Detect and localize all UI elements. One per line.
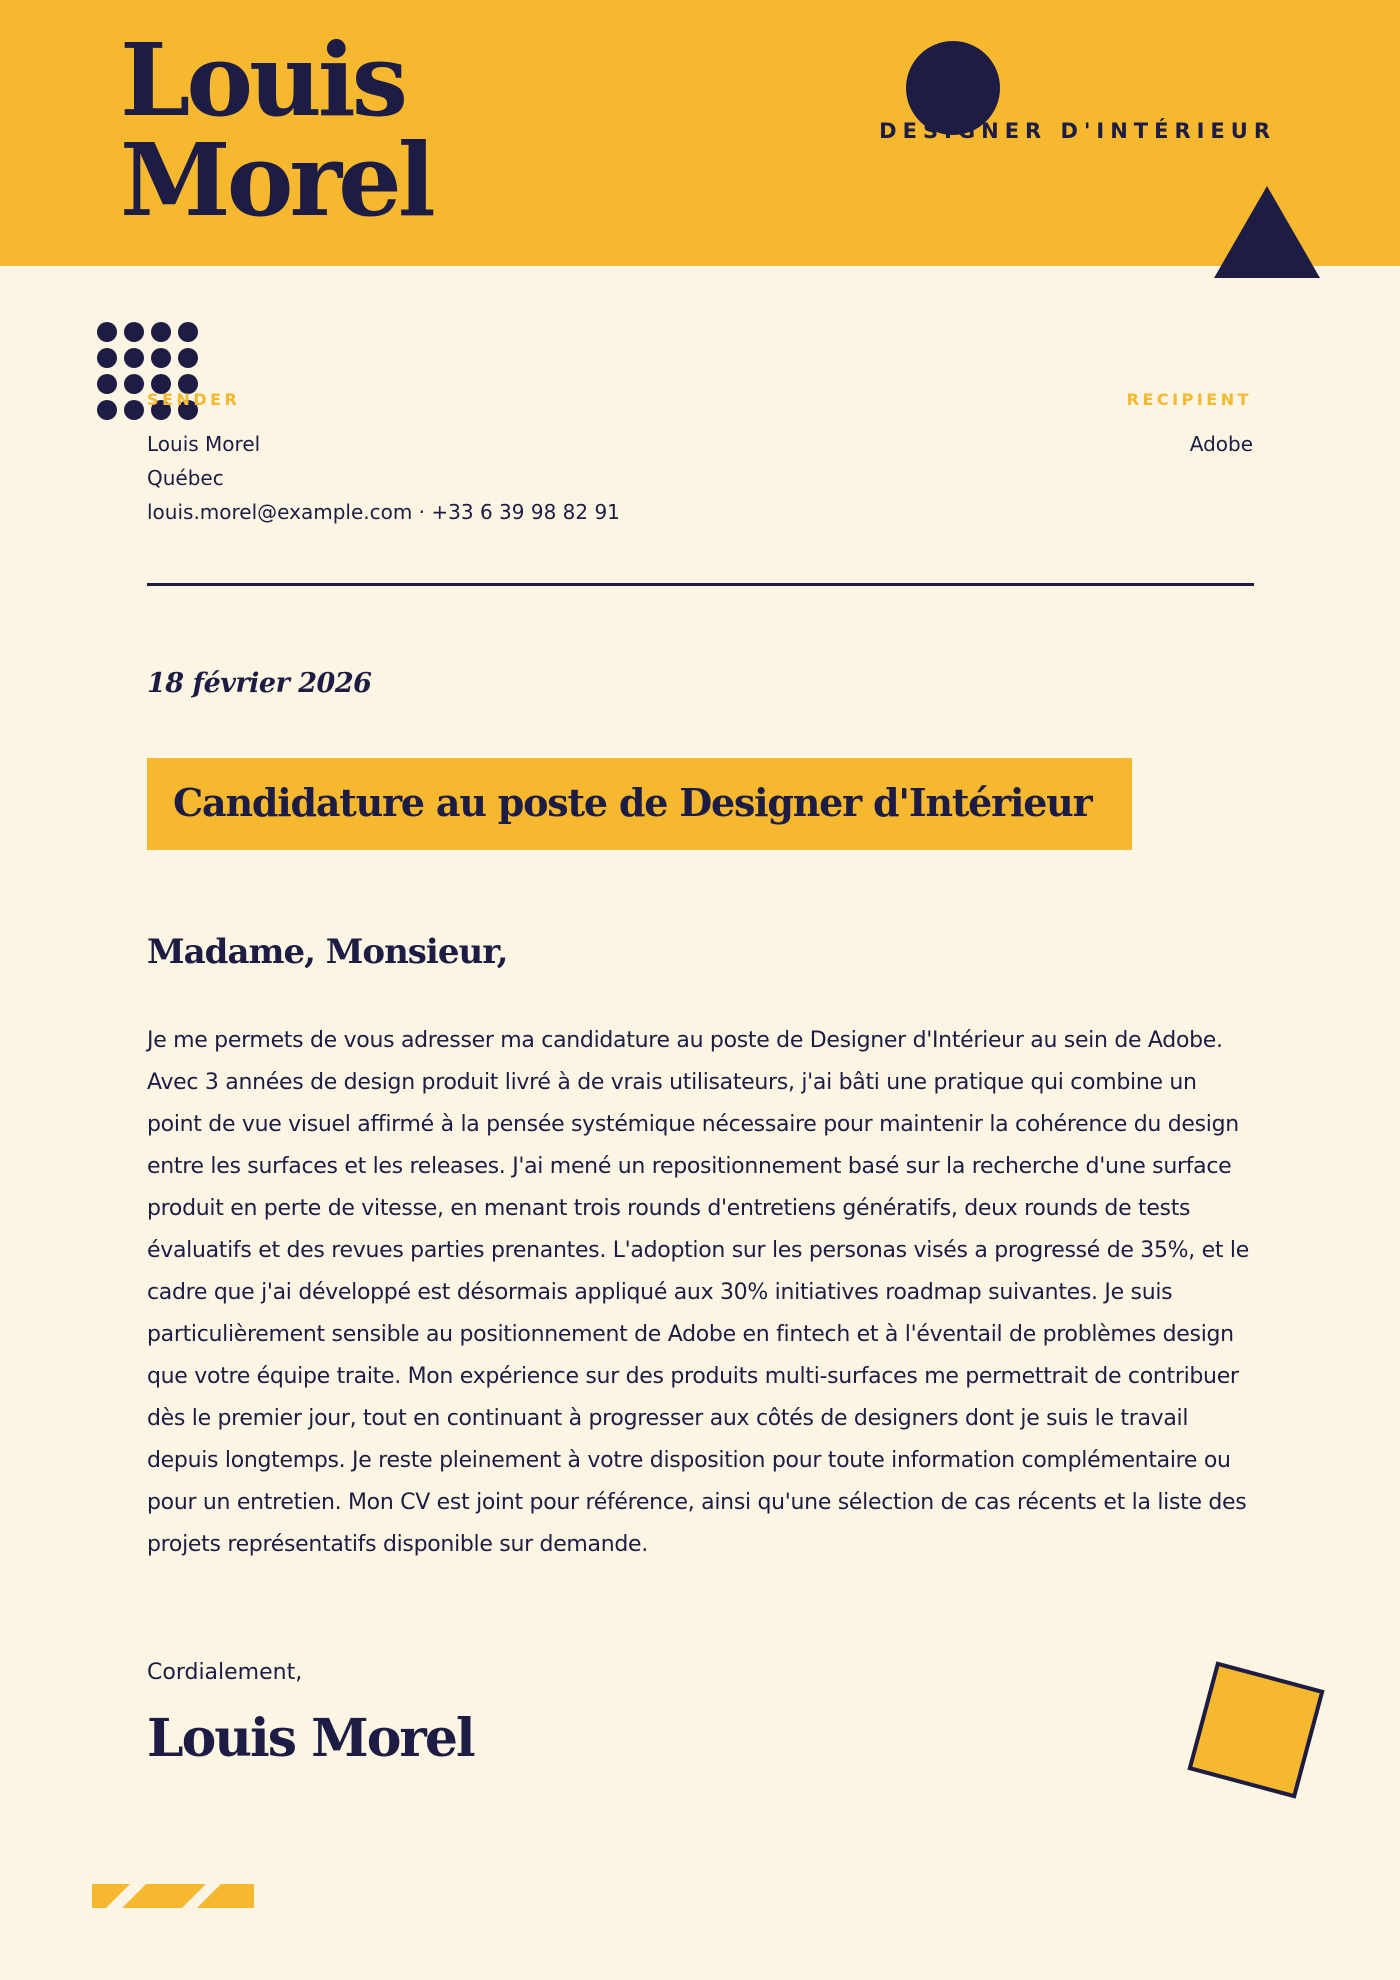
signature: Louis Morel bbox=[147, 1708, 474, 1769]
recipient-label: RECIPIENT bbox=[1126, 390, 1252, 409]
dot bbox=[124, 374, 144, 394]
stripe bbox=[122, 1884, 206, 1908]
letter-date: 18 février 2026 bbox=[147, 668, 372, 699]
letter-body: Je me permets de vous adresser ma candidature au poste de Designer d'Intérieur au sein de Adobe. Avec 3 années de design produit livré à de vrais utilisateurs, j'ai bâti une pratique qui combine un point de vue visuel affirmé à la pensée systémique nécessaire pour maintenir la cohérence du design entre les surfaces et les releases. J'ai mené un repositionnement basé sur la recherche d'une surface produit en perte de vitesse, en menant trois rounds d'entretiens génératifs, deux rounds de tests évaluatifs et des revues parties prenantes. L'adoption sur les personas visés a progressé de 35%, et le cadre que j'ai développé est désormais appliqué aux 30% initiatives roadmap suivantes. Je suis particulièrement sensible au positionnement de Adobe en fintech et à l'éventail de problèmes design que votre équipe traite. Mon expérience sur des produits multi-surfaces me permettrait de contribuer dès le premier jour, tout en continuant à progresser aux côtés de designers dont je suis le travail depuis longtemps. Je reste pleinement à votre disposition pour toute information complémentaire ou pour un entretien. Mon CV est joint pour référence, ainsi qu'une sélection de cas récents et la liste des projets représentatifs disponible sur demande. bbox=[147, 1028, 1249, 1557]
dot bbox=[151, 348, 171, 368]
dot bbox=[178, 348, 198, 368]
dot bbox=[151, 322, 171, 342]
stripe bbox=[92, 1884, 130, 1908]
dot bbox=[178, 322, 198, 342]
dot bbox=[97, 400, 117, 420]
closing: Cordialement, bbox=[147, 1660, 303, 1685]
last-name: Morel bbox=[120, 121, 432, 239]
subject-banner bbox=[147, 758, 1132, 850]
dot-grid-decoration bbox=[97, 322, 203, 426]
dot bbox=[124, 322, 144, 342]
job-title: DESIGNER D'INTÉRIEUR bbox=[879, 119, 1276, 143]
sender-contact: louis.morel@example.com · +33 6 39 98 82 91 bbox=[147, 500, 620, 524]
square-decoration bbox=[1187, 1661, 1324, 1798]
sender-label: SENDER bbox=[147, 390, 241, 409]
sender-name: Louis Morel bbox=[147, 432, 261, 456]
dot bbox=[124, 348, 144, 368]
divider bbox=[147, 583, 1254, 586]
first-name: Louis bbox=[120, 21, 405, 139]
stripes-decoration bbox=[92, 1884, 262, 1914]
dot bbox=[97, 322, 117, 342]
recipient-name: Adobe bbox=[1189, 432, 1253, 456]
subject-line: Candidature au poste de Designer d'Intérieur bbox=[173, 780, 1092, 825]
dot bbox=[124, 400, 144, 420]
sender-block bbox=[147, 427, 620, 529]
applicant-name bbox=[120, 21, 432, 239]
dot bbox=[97, 348, 117, 368]
header-banner bbox=[0, 0, 1400, 266]
dot bbox=[97, 374, 117, 394]
sender-location: Québec bbox=[147, 466, 224, 490]
salutation: Madame, Monsieur, bbox=[147, 932, 508, 972]
stripe bbox=[197, 1884, 254, 1908]
triangle-decoration bbox=[1214, 186, 1320, 278]
